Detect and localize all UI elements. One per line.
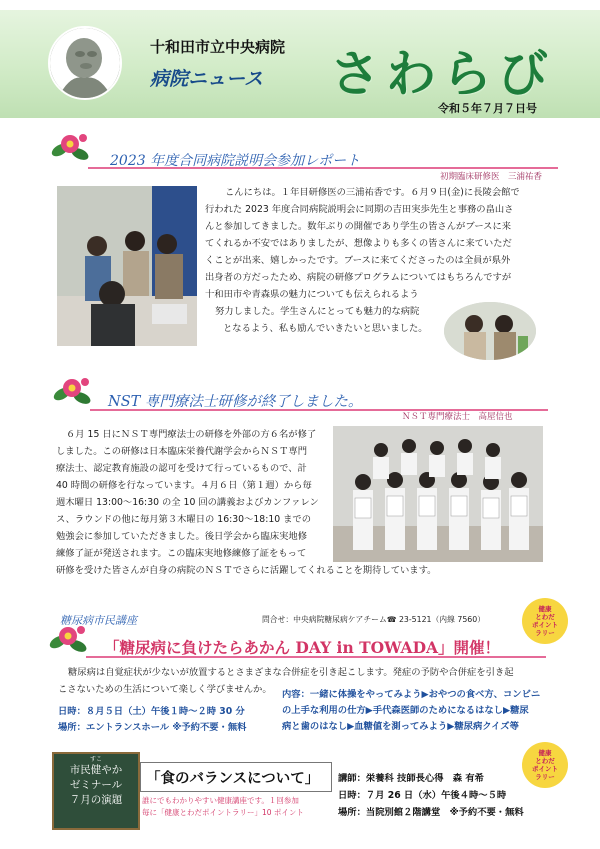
article2-byline: ＮＳＴ専門療法士 高屋信也 <box>402 412 513 422</box>
badge-line: ポイント <box>532 765 558 773</box>
article2-line: 研修を受けた皆さんが自身の病院のＮＳＴでさらに活躍してくれることを期待しています。 <box>56 565 437 576</box>
diabetes-date: 日時：８月５日（土）午後１時〜２時 30 分 <box>58 706 245 717</box>
article1-line: となるよう、私も励んでいきたいと思いました。 <box>223 323 428 334</box>
diabetes-place: 場所：エントランスホール ※予約不要・無料 <box>58 722 247 733</box>
camellia-flower-icon <box>50 128 90 164</box>
article2-line: 40 時間の研修を行なっています。４月６日（第１週）から毎 <box>56 480 312 491</box>
article2-line: ス、ラウンドの他に毎月第３木曜日の 16:30〜18:10 までの <box>56 514 312 525</box>
issue-date: 令和５年７月７日号 <box>438 102 537 115</box>
seminar-date: 日時：７月 26 日（水）午後４時〜５時 <box>338 790 507 801</box>
content-line: 内容：一緒に体操をやってみよう▶おやつの食べ方、コンビニ <box>282 689 541 700</box>
news-label: 病院ニュース <box>150 68 264 90</box>
article1-line: 行われた 2023 年度合同病院説明会に同期の吉田実歩先生と事務の畠山さ <box>205 204 514 215</box>
article1-line: んと参加してきました。数年ぶりの開催であり学生の皆さんがブースに来 <box>205 221 512 232</box>
badge-line: ラリー <box>535 773 555 781</box>
article2-line: 療法士、認定教育施設の認可を受けて行っているもので、計 <box>56 463 307 474</box>
badge-line: 健康 <box>538 605 552 613</box>
hospital-name: 十和田市立中央病院 <box>150 38 286 56</box>
diabetes-title: 「糖尿病に負けたらあかん DAY in TOWADA」開催！ <box>104 638 501 657</box>
camellia-flower-icon <box>52 372 92 408</box>
seminar-chalkboard <box>52 752 140 830</box>
diabetes-line: 糖尿病は自覚症状が少ないが放置するとさまざまな合併症を引き起こします。発症の予防や合併症を引き起 <box>68 667 514 678</box>
point-rally-badge <box>522 598 568 644</box>
article2-line: ６月 15 日にＮＳＴ専門療法士の研修を外部の方６名が修了 <box>66 429 317 440</box>
content-line: の上手な利用の仕方▶手代森医師のためになるはなし▶糖尿 <box>282 705 529 716</box>
article2-line: 週木曜日 13:00〜16:30 の全 10 回の講義およびカンファレン <box>56 497 319 508</box>
badge-line: とわだ <box>535 757 555 765</box>
seminar-title: 「食のバランスについて」 <box>146 771 320 787</box>
statue-photo <box>48 26 122 100</box>
article1-line: 十和田市や青森県の魅力についても伝えられるよう <box>205 289 419 300</box>
board-line: ７月の演題 <box>69 794 123 806</box>
content-line: 病と歯のはなし▶血糖値を測ってみよう▶糖尿病クイズ等 <box>282 721 519 732</box>
header-top-strip <box>0 0 600 10</box>
booth-staff-photo <box>444 302 536 360</box>
nst-graduates-photo <box>333 426 543 562</box>
article1-title: 2023 年度合同病院説明会参加レポート <box>110 153 361 169</box>
article2-line: 練修了証が発送されます。この臨床実地修練修了証をもって <box>56 548 307 559</box>
board-line: 市民健やか <box>69 764 123 776</box>
article1-byline: 初期臨床研修医 三浦祐香 <box>440 172 543 182</box>
article1-line: てくれるか不安ではありましたが、想像よりも多くの皆さんに来ていただ <box>205 238 512 249</box>
article1-line: 努力しました。学生さんにとっても魅力的な病院 <box>215 306 420 317</box>
fair-booth-photo <box>57 186 197 346</box>
article2-line: しました。この研修は日本臨床栄養代謝学会からＮＳＴ専門 <box>56 446 308 457</box>
diabetes-line: こさないための生活について楽しく学びませんか。 <box>58 684 272 695</box>
seminar-lecturer: 講師：栄養科 技師長心得 森 有希 <box>338 773 484 784</box>
diabetes-content <box>282 687 540 735</box>
seminar-note: 誰にでもわかりやすい健康講座です。１回参加 <box>142 796 299 805</box>
diabetes-contact: 問合せ：中央病院糖尿病ケアチーム☎ 23-5121（内線 7560） <box>262 615 486 624</box>
point-rally-badge <box>522 742 568 788</box>
board-ruby: すこ <box>89 756 102 763</box>
article1-line: こんにちは。１年目研修医の三浦祐香です。６月９日(金)に長陵会館で <box>225 187 520 198</box>
masthead-title: さわらび <box>330 44 554 103</box>
diabetes-subtitle: 糖尿病市民講座 <box>60 614 137 627</box>
seminar-place: 場所：当院別館２階講堂 ※予約不要・無料 <box>338 807 524 818</box>
article2-line: 勉強会に参加していただきました。後日学会から臨床実地修 <box>56 531 308 542</box>
article1-line: くことが出来、嬉しかったです。ブースに来てくださったのは全員が県外 <box>205 255 511 266</box>
article2-title: NST 専門療法士研修が終了しました。 <box>108 394 363 410</box>
seminar-note: 毎に「健康とわだポイントラリー」10 ポイント <box>142 808 304 817</box>
badge-line: とわだ <box>535 613 555 621</box>
board-line: ゼミナール <box>69 779 123 791</box>
badge-line: ラリー <box>535 629 555 637</box>
badge-line: ポイント <box>532 621 558 629</box>
badge-line: 健康 <box>538 749 552 757</box>
article1-line: 出身者の方だったため、病院の研修プログラムについてはもちろんですが <box>205 272 512 283</box>
